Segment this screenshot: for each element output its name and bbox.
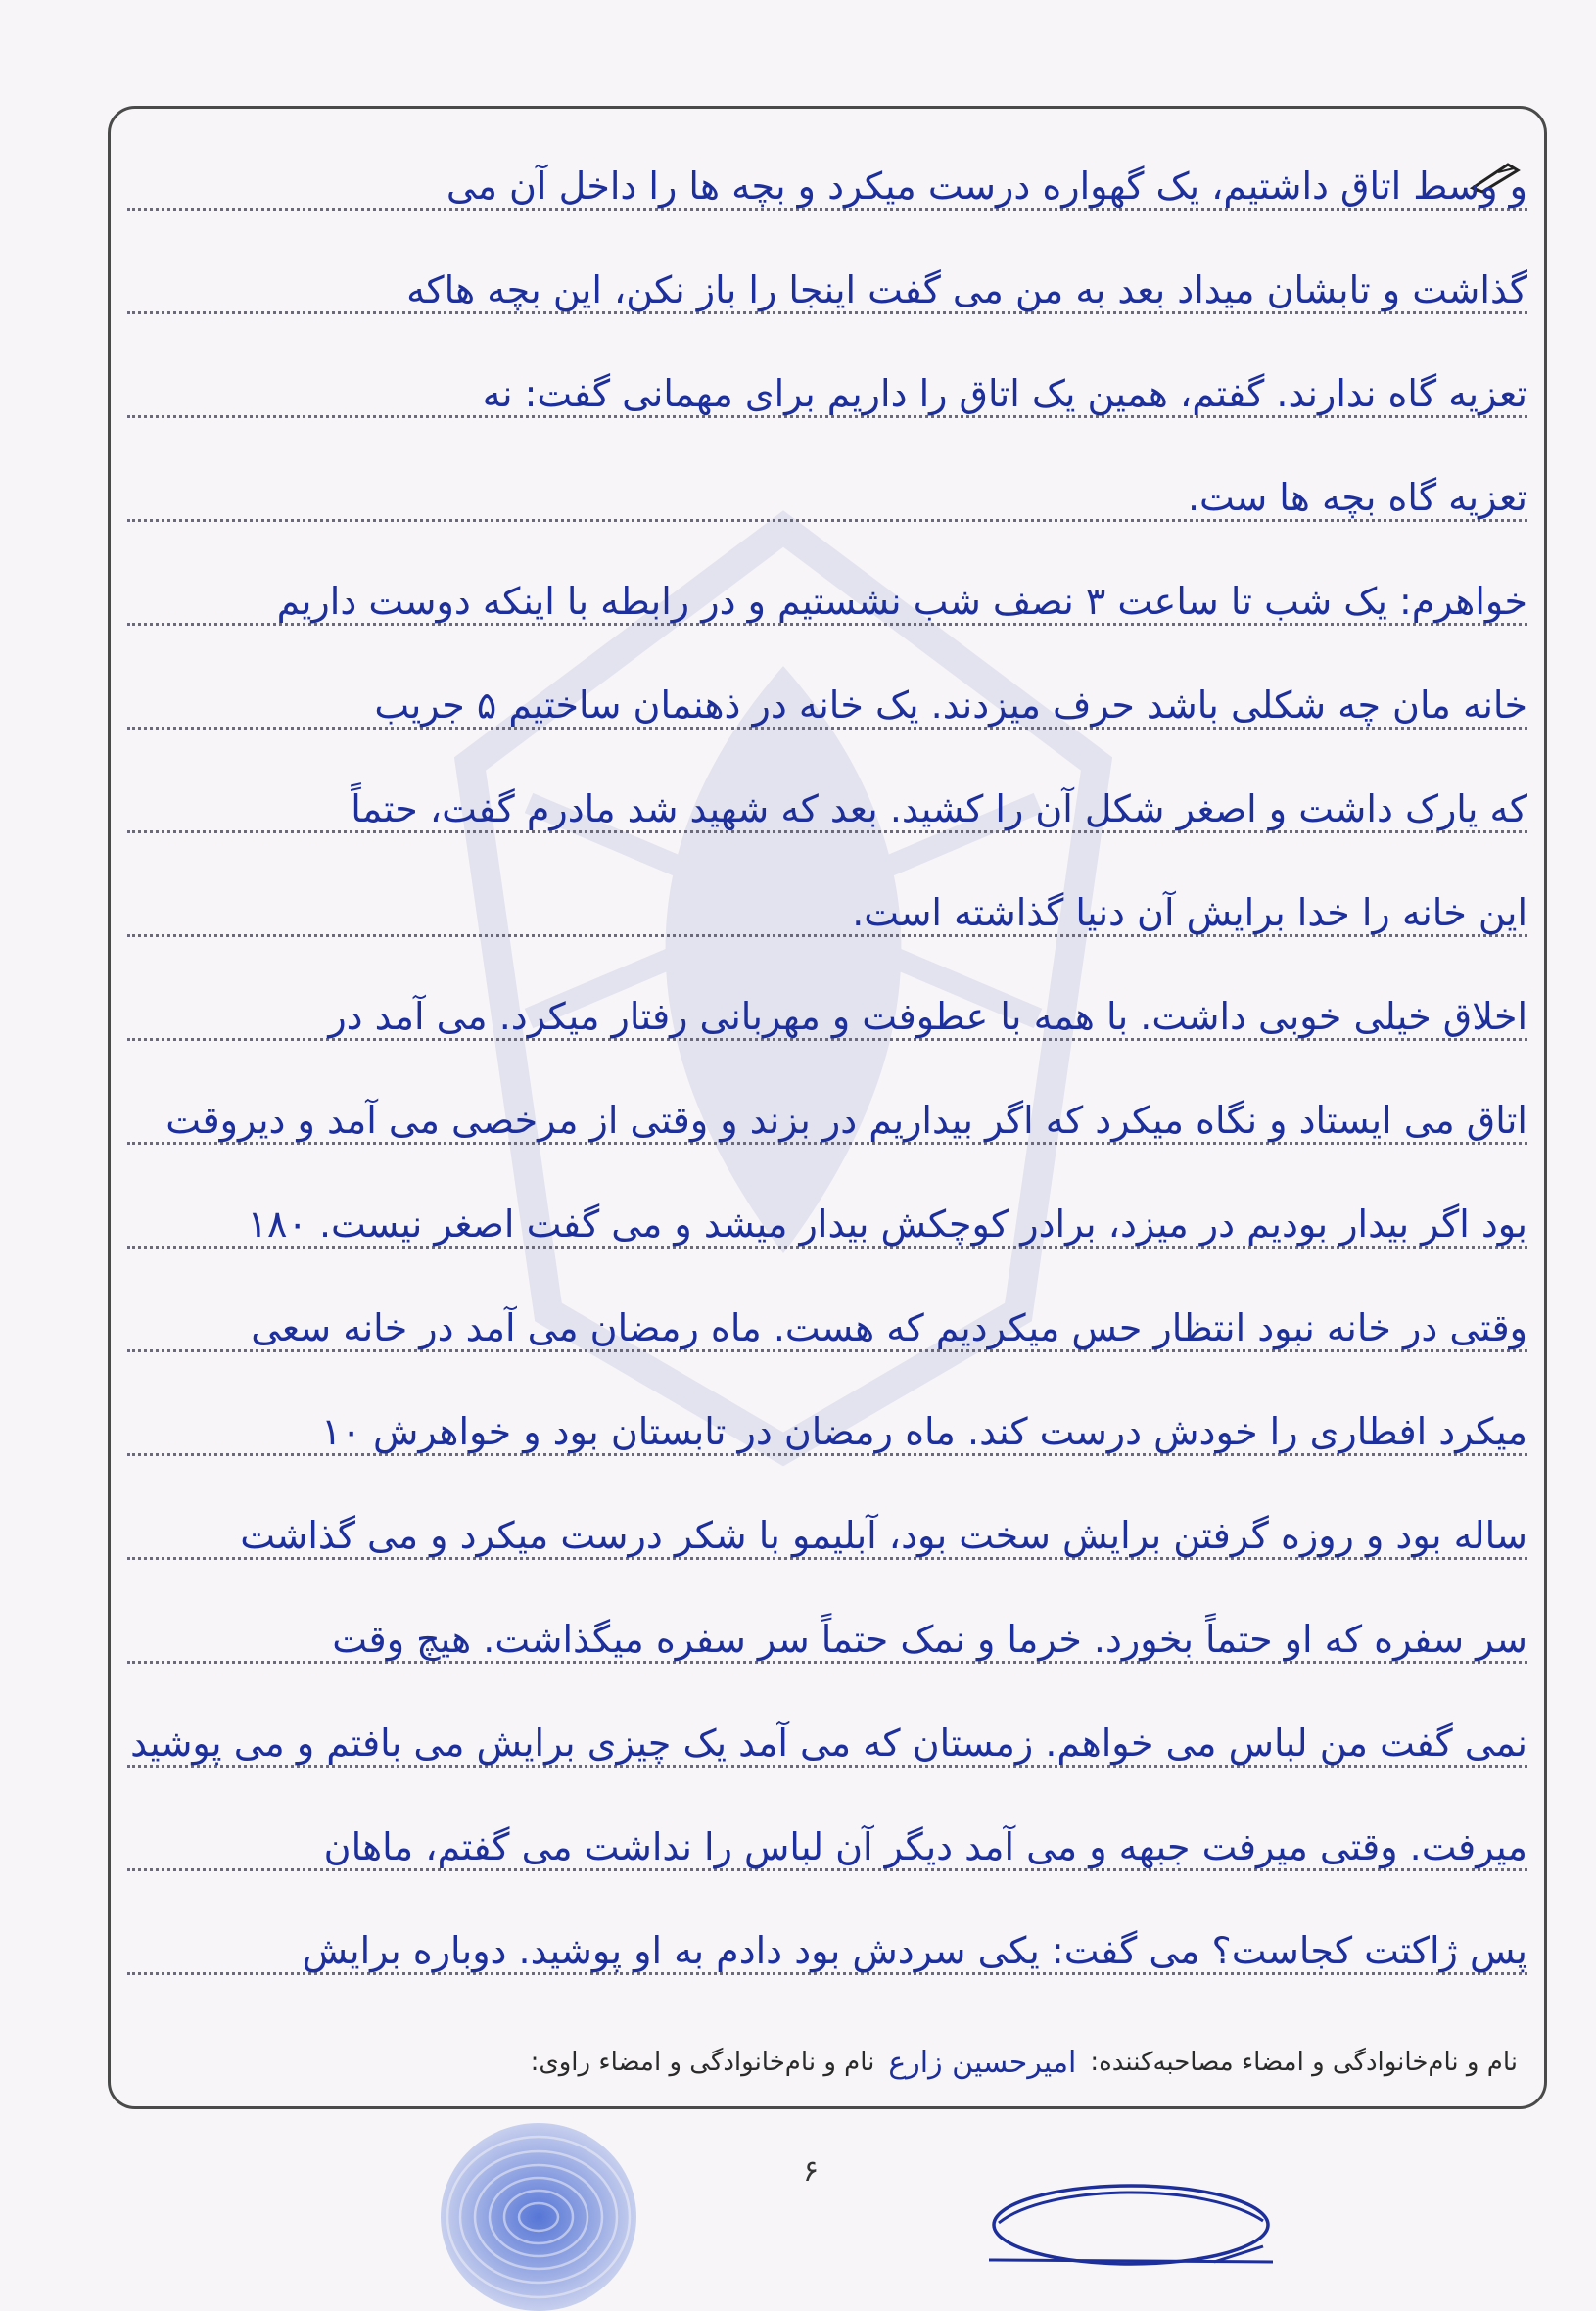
- handwritten-line: تعزیه گاه ندارند. گفتم، همین یک اتاق را داریم برای مهمانی گفت: نه: [482, 372, 1527, 415]
- handwritten-line: اتاق می ایستاد و نگاه میکرد که اگر بیداریم در بزند و وقتی از مرخصی می آمد و دیروقت: [165, 1099, 1527, 1142]
- ruled-line: [127, 623, 1527, 626]
- handwritten-line: میکرد افطاری را خودش درست کند. ماه رمضان در تابستان بود و خواهرش ۱۰: [321, 1410, 1527, 1453]
- handwritten-line: این خانه را خدا برایش آن دنیا گذاشته است.: [852, 891, 1527, 934]
- ruled-line: [127, 208, 1527, 211]
- handwritten-line: که یارک داشت و اصغر شکل آن را کشید. بعد که شهید شد مادرم گفت، حتماً: [351, 787, 1527, 830]
- handwritten-line: ساله بود و روزه گرفتن برایش سخت بود، آبلیمو با شکر درست میکرد و می گذاشت: [240, 1514, 1527, 1557]
- handwritten-line: وقتی در خانه نبود انتظار حس میکردیم که هست. ماه رمضان می آمد در خانه سعی: [251, 1306, 1527, 1349]
- ruled-line: [127, 519, 1527, 522]
- signature-footer: [137, 2039, 1518, 2086]
- ruled-line: [127, 934, 1527, 937]
- ruled-line: [127, 1557, 1527, 1560]
- narrator-label: نام و نام‌خانوادگی و امضاء راوی:: [530, 2048, 875, 2077]
- ruled-line: [127, 1868, 1527, 1871]
- interviewer-label: نام و نام‌خانوادگی و امضاء مصاحبه‌کننده:: [1090, 2048, 1518, 2077]
- ruled-line: [127, 1453, 1527, 1456]
- page-number: ۶: [803, 2154, 820, 2189]
- ruled-line: [127, 727, 1527, 730]
- ruled-line: [127, 1349, 1527, 1352]
- handwritten-line: تعزیه گاه بچه ها ست.: [1187, 476, 1527, 519]
- ruled-line: [127, 1142, 1527, 1145]
- ruled-line: [127, 1038, 1527, 1041]
- ruled-line: [127, 830, 1527, 833]
- ruled-line: [127, 1661, 1527, 1664]
- handwritten-line: بود اگر بیدار بودیم در میزد، برادر کوچکش بیدار میشد و می گفت اصغر نیست. ۱۸۰: [247, 1203, 1527, 1246]
- ruled-line: [127, 1765, 1527, 1768]
- handwritten-line: اخلاق خیلی خوبی داشت. با همه با عطوفت و مهربانی رفتار میکرد. می آمد در: [328, 995, 1527, 1038]
- ruled-line: [127, 311, 1527, 314]
- narrator-signature: [969, 2164, 1283, 2272]
- handwritten-line: گذاشت و تابشان میداد بعد به من می گفت اینجا را باز نکن، این بچه هاکه: [406, 268, 1527, 311]
- ruled-line: [127, 1246, 1527, 1249]
- handwritten-line: پس ژاکتت کجاست؟ می گفت: یکی سردش بود دادم به او پوشید. دوباره برایش: [302, 1929, 1527, 1972]
- ruled-line: [127, 1972, 1527, 1975]
- handwritten-line: میرفت. وقتی میرفت جبهه و می آمد دیگر آن لباس را نداشت می گفتم، ماهان: [323, 1825, 1527, 1868]
- handwritten-line: سر سفره که او حتماً بخورد. خرما و نمک حتماً سر سفره میگذاشت. هیچ وقت: [332, 1618, 1527, 1661]
- handwritten-line: خانه مان چه شکلی باشد حرف میزدند. یک خانه در ذهنمان ساختیم ۵ جریب: [374, 684, 1527, 727]
- interviewer-signature: امیرحسین زارع: [888, 2045, 1077, 2080]
- handwritten-line: و وسط اتاق داشتیم، یک گهواره درست میکرد و بچه ها را داخل آن می: [446, 165, 1527, 208]
- handwritten-line: نمی گفت من لباس می خواهم. زمستان که می آمد یک چیزی برایش می بافتم و می پوشید: [130, 1721, 1527, 1765]
- ruled-line: [127, 415, 1527, 418]
- thumbprint: [431, 2107, 646, 2311]
- handwritten-line: خواهرم: یک شب تا ساعت ۳ نصف شب نشستیم و در رابطه با اینکه دوست داریم: [276, 580, 1527, 623]
